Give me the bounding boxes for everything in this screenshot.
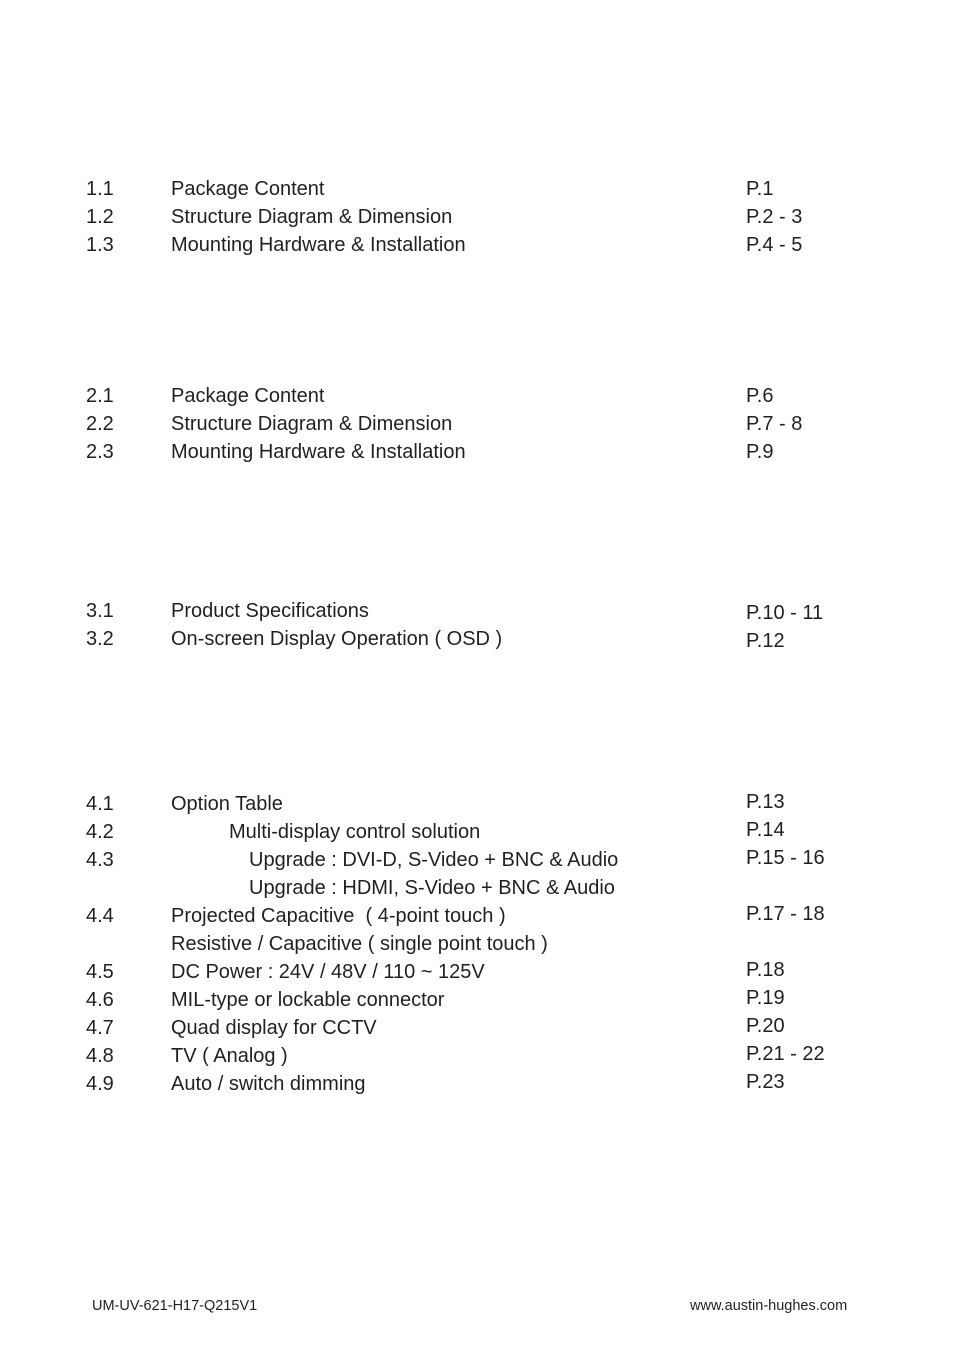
toc-number: 2.2 — [86, 413, 114, 435]
toc-page: P.12 — [746, 630, 785, 652]
toc-row-4-3-continued — [0, 874, 954, 902]
toc-title: Package Content — [171, 385, 325, 407]
toc-number: 1.1 — [86, 178, 114, 200]
toc-page: P.13 — [746, 791, 785, 813]
toc-page: P.6 — [746, 385, 774, 407]
toc-page: P.10 - 11 — [746, 602, 824, 624]
toc-row-4-8 — [0, 1042, 954, 1070]
toc-title: Projected Capacitive ( 4-point touch ) — [171, 905, 506, 927]
toc-page: P.18 — [746, 959, 785, 981]
toc-title: Multi-display control solution — [229, 821, 481, 843]
toc-number: 4.2 — [86, 821, 114, 843]
toc-page: P.2 - 3 — [746, 206, 803, 228]
toc-row-4-1 — [0, 790, 954, 818]
toc-title: Mounting Hardware & Installation — [171, 441, 466, 463]
toc-number: 2.1 — [86, 385, 114, 407]
toc-row-4-7 — [0, 1014, 954, 1042]
toc-title: Resistive / Capacitive ( single point touch ) — [171, 933, 548, 955]
toc-number: 4.3 — [86, 849, 114, 871]
toc-row-1-2 — [0, 203, 954, 231]
toc-title: Structure Diagram & Dimension — [171, 413, 453, 435]
toc-row-4-2 — [0, 818, 954, 846]
toc-title: TV ( Analog ) — [171, 1045, 288, 1067]
toc-page: P.14 — [746, 819, 785, 841]
toc-row-3-1 — [0, 597, 954, 625]
toc-page: P.9 — [746, 441, 774, 463]
toc-number: 4.5 — [86, 961, 114, 983]
toc-title: Quad display for CCTV — [171, 1017, 377, 1039]
toc-number: 1.3 — [86, 234, 114, 256]
toc-page: P.21 - 22 — [746, 1043, 825, 1065]
toc-row-4-9 — [0, 1070, 954, 1098]
toc-number: 4.4 — [86, 905, 114, 927]
toc-row-2-3 — [0, 438, 954, 466]
toc-number: 3.1 — [86, 600, 114, 622]
toc-row-4-6 — [0, 986, 954, 1014]
toc-page: P.19 — [746, 987, 785, 1009]
toc-page: P.15 - 16 — [746, 847, 825, 869]
toc-row-4-3 — [0, 846, 954, 874]
toc-title: Package Content — [171, 178, 325, 200]
toc-title: On-screen Display Operation ( OSD ) — [171, 628, 503, 650]
toc-number: 4.6 — [86, 989, 114, 1011]
toc-page: P.1 — [746, 178, 774, 200]
footer-website: www.austin-hughes.com — [690, 1298, 848, 1314]
toc-row-1-3 — [0, 231, 954, 259]
toc-title: Mounting Hardware & Installation — [171, 234, 466, 256]
toc-row-4-5 — [0, 958, 954, 986]
toc-row-2-1 — [0, 382, 954, 410]
toc-number: 1.2 — [86, 206, 114, 228]
toc-title: Auto / switch dimming — [171, 1073, 366, 1095]
toc-row-4-4 — [0, 902, 954, 930]
toc-title: Product Specifications — [171, 600, 369, 622]
toc-page: P.20 — [746, 1015, 785, 1037]
toc-number: 4.8 — [86, 1045, 114, 1067]
toc-title: MIL-type or lockable connector — [171, 989, 445, 1011]
toc-number: 2.3 — [86, 441, 114, 463]
toc-page: P.7 - 8 — [746, 413, 803, 435]
toc-page: P.17 - 18 — [746, 903, 825, 925]
toc-title: Structure Diagram & Dimension — [171, 206, 453, 228]
toc-title: Upgrade : HDMI, S-Video + BNC & Audio — [249, 877, 615, 899]
toc-number: 4.9 — [86, 1073, 114, 1095]
toc-page: P.23 — [746, 1071, 785, 1093]
toc-number: 3.2 — [86, 628, 114, 650]
toc-page: P.4 - 5 — [746, 234, 803, 256]
toc-row-2-2 — [0, 410, 954, 438]
toc-title: DC Power : 24V / 48V / 110 ~ 125V — [171, 961, 485, 983]
footer-document-code: UM-UV-621-H17-Q215V1 — [92, 1298, 258, 1314]
toc-row-1-1 — [0, 175, 954, 203]
toc-row-3-2 — [0, 625, 954, 653]
toc-row-4-4-continued — [0, 930, 954, 958]
toc-title: Option Table — [171, 793, 283, 815]
toc-number: 4.7 — [86, 1017, 114, 1039]
toc-number: 4.1 — [86, 793, 114, 815]
toc-title: Upgrade : DVI-D, S-Video + BNC & Audio — [249, 849, 619, 871]
